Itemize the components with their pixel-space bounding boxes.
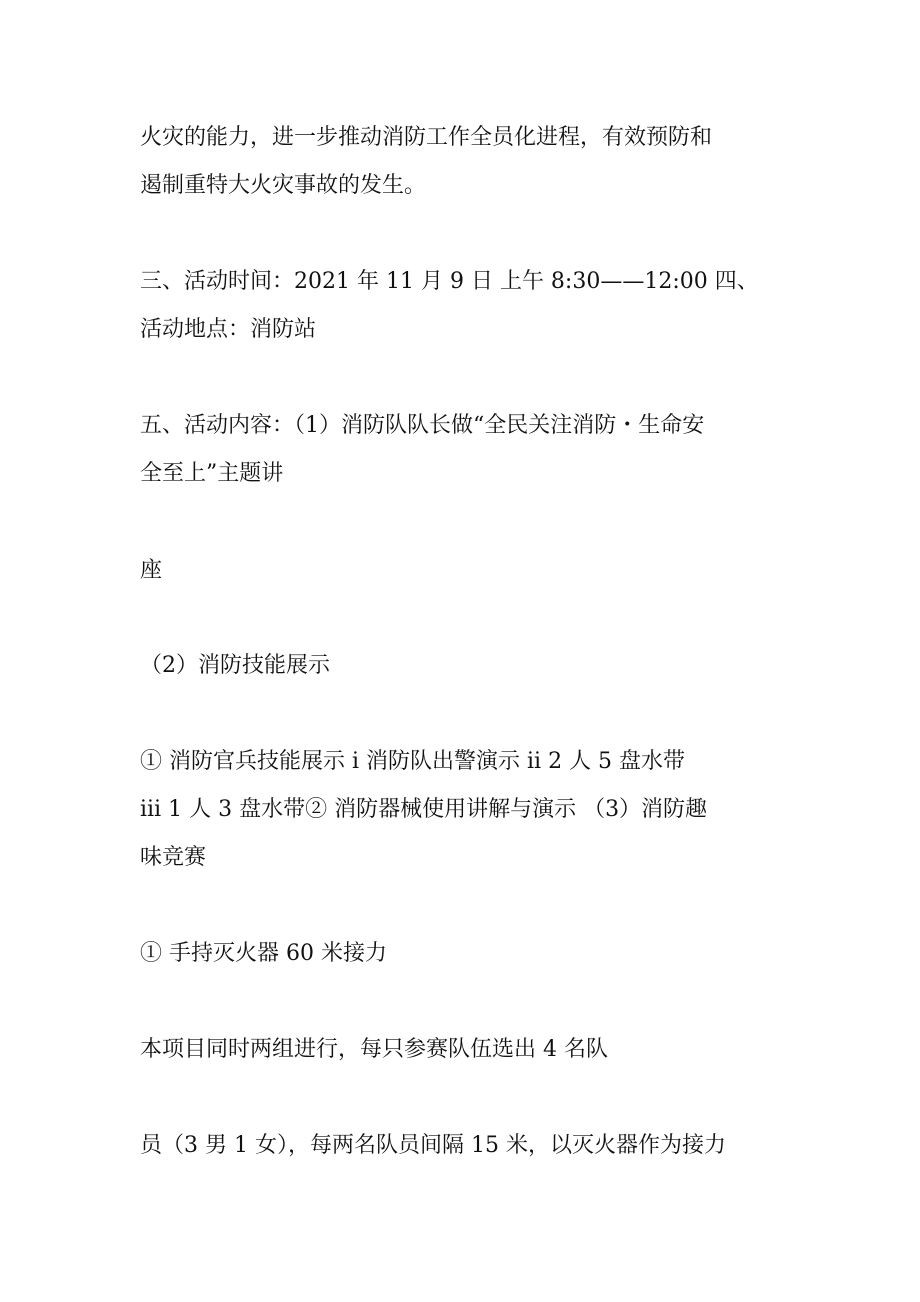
text-line: 座 <box>140 558 163 583</box>
paragraph-skills-display-heading <box>140 642 800 690</box>
paragraph-relay-rules-1 <box>140 1026 800 1074</box>
text-line: ① 手持灭火器 60 米接力 <box>140 941 387 966</box>
paragraph-activity-time-location <box>140 258 800 354</box>
paragraph-extinguisher-relay <box>140 930 800 978</box>
text-line: 本项目同时两组进行，每只参赛队伍选出 4 名队 <box>140 1037 608 1062</box>
text-line: 活动地点：消防站 <box>140 317 317 342</box>
paragraph-fire-prevention-goal <box>140 114 800 210</box>
paragraph-activity-content <box>140 402 800 498</box>
paragraph-lecture-continuation <box>140 547 800 595</box>
text-line: （2）消防技能展示 <box>140 653 330 678</box>
text-line: 遏制重特大火灾事故的发生。 <box>140 173 427 198</box>
text-line: 味竞赛 <box>140 845 207 870</box>
text-line: ⅲ 1 人 3 盘水带② 消防器械使用讲解与演示 （3）消防趣 <box>140 797 708 822</box>
text-line: ① 消防官兵技能展示 ⅰ 消防队出警演示 ⅱ 2 人 5 盘水带 <box>140 749 686 774</box>
paragraph-skills-display-items <box>140 738 800 882</box>
text-line: 三、活动时间：2021 年 11 月 9 日 上午 8:30——12:00 四、 <box>140 269 759 294</box>
text-line: 全至上”主题讲 <box>140 461 284 486</box>
text-line: 火灾的能力，进一步推动消防工作全员化进程，有效预防和 <box>140 125 713 150</box>
text-line: 五、活动内容：（1）消防队队长做“全民关注消防・生命安 <box>140 413 705 438</box>
text-line: 员（3 男 1 女），每两名队员间隔 15 米，以灭火器作为接力 <box>140 1133 726 1158</box>
paragraph-relay-rules-2 <box>140 1122 800 1170</box>
